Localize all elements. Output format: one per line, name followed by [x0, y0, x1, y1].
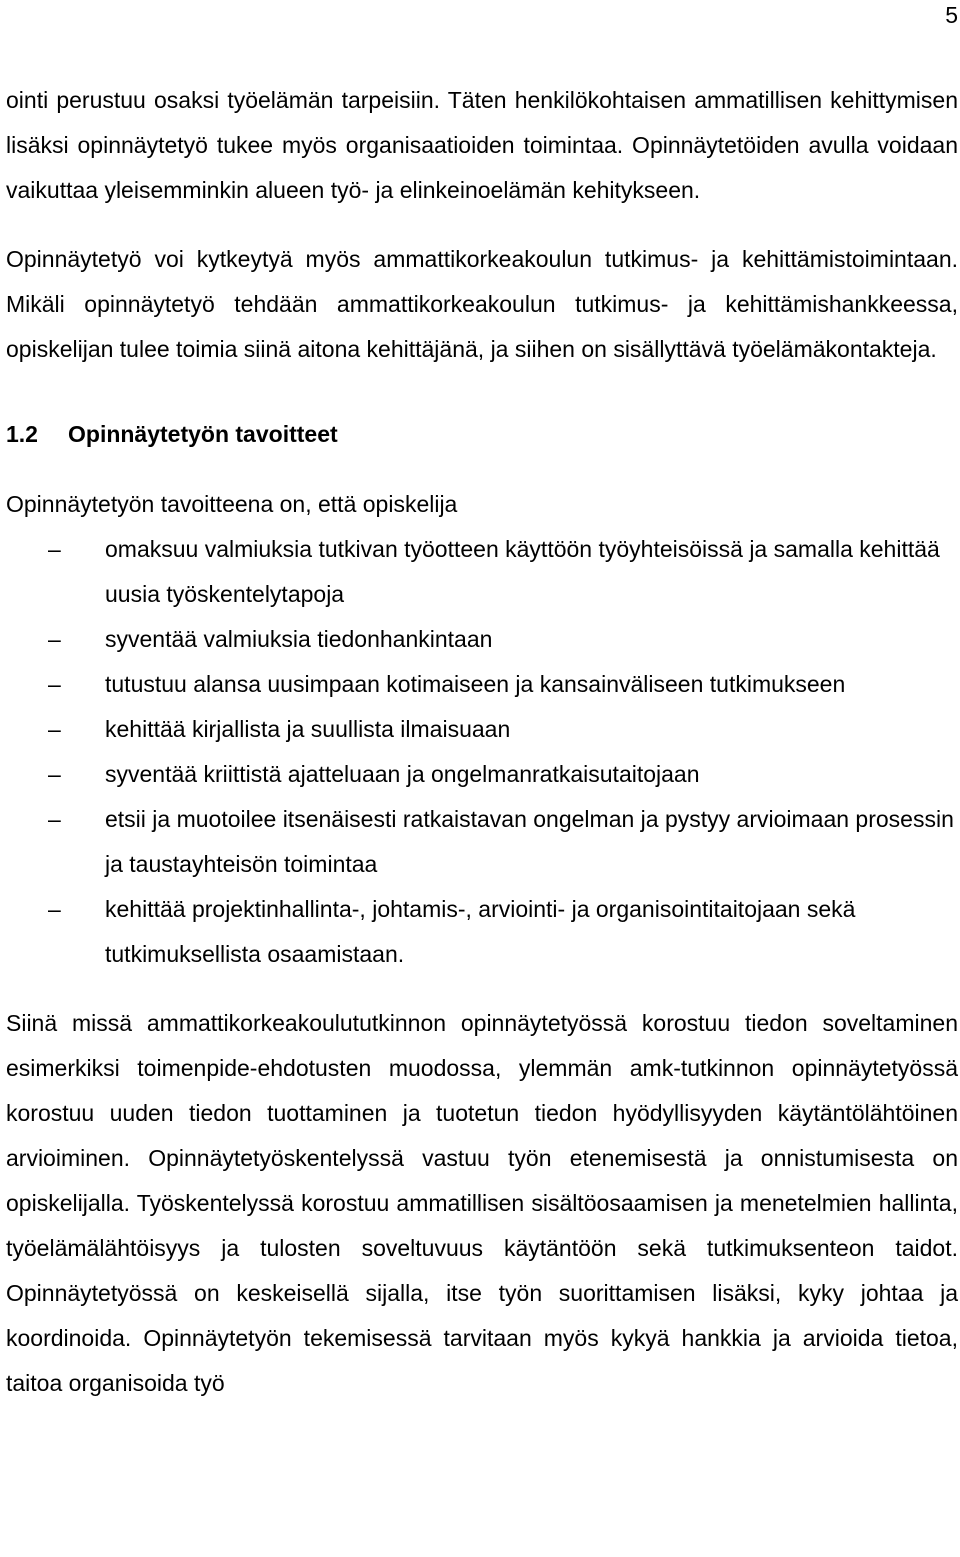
dash-bullet: – [48, 626, 61, 652]
list-item: – syventää kriittistä ajatteluaan ja ongelmanratkaisutaitojaan [6, 752, 958, 797]
section-title: Opinnäytetyön tavoitteet [68, 421, 338, 447]
dash-bullet: – [48, 761, 61, 787]
paragraph-degree-comparison: Siinä missä ammattikorkeakoulututkinnon opinnäytetyössä korostuu tiedon soveltaminen esimerkiksi toimenpide-ehdotusten muodossa, ylemmän amk-tutkinnon opinnäytetyössä korostuu uuden tiedon tuottaminen ja tuotetun tiedon hyödyllisyyden käytäntölähtöinen arvioiminen. Opinnäytetyöskentelyssä vastuu työn etenemisestä ja onnistumisesta on opiskelijalla. Työskentelyssä korostuu ammatillisen sisältöosaamisen ja menetelmien hallinta, työelämälähtöisyys ja tulosten soveltuvuus käytäntöön sekä tutkimuksenteon taidot. Opinnäytetyössä on keskeisellä sijalla, itse työn suorittamisen lisäksi, kyky johtaa ja koordinoida. Opinnäytetyön tekemisessä tarvitaan myös kykyä hankkia ja arvioida tietoa, taitoa organisoida työ [6, 1010, 958, 1396]
dash-bullet: – [48, 536, 61, 562]
paragraph-intro-context: ointi perustuu osaksi työelämän tarpeisiin. Täten henkilökohtaisen ammatillisen kehittymisen lisäksi opinnäytetyö tukee myös organisaatioiden toimintaa. Opinnäytetöiden avulla voidaan vaikuttaa yleisemminkin alueen työ- ja elinkeinoelämän kehitykseen. [6, 87, 958, 203]
dash-bullet: – [48, 806, 61, 832]
goals-intro: Opinnäytetyön tavoitteena on, että opiskelija [6, 491, 458, 517]
paragraph-research-link: Opinnäytetyö voi kytkeytyä myös ammattikorkeakoulun tutkimus- ja kehittämistoimintaan. Mikäli opinnäytetyö tehdään ammattikorkeakoulun tutkimus- ja kehittämishankkeessa, opiskelijan tulee toimia siinä aitona kehittäjänä, ja siihen on sisällyttävä työelämäkontakteja. [6, 246, 958, 362]
list-item: – syventää valmiuksia tiedonhankintaan [6, 617, 958, 662]
list-item: – omaksuu valmiuksia tutkivan työotteen käyttöön työyhteisöissä ja samalla kehittää uusia työskentelytapoja [6, 527, 958, 617]
list-item: – kehittää kirjallista ja suullista ilmaisuaan [6, 707, 958, 752]
dash-bullet: – [48, 896, 61, 922]
list-item: – tutustuu alansa uusimpaan kotimaiseen ja kansainväliseen tutkimukseen [6, 662, 958, 707]
dash-bullet: – [48, 671, 61, 697]
document-body [6, 78, 958, 1406]
section-number: 1.2 [6, 421, 38, 447]
list-item: – kehittää projektinhallinta-, johtamis-, arviointi- ja organisointitaitojaan sekä tutkimuksellista osaamistaan. [6, 887, 958, 977]
goals-list [6, 527, 958, 977]
section-heading [6, 412, 958, 457]
dash-bullet: – [48, 716, 61, 742]
list-item: – etsii ja muotoilee itsenäisesti ratkaistavan ongelman ja pystyy arvioimaan prosessin ja taustayhteisön toimintaa [6, 797, 958, 887]
page-number: 5 [945, 2, 958, 28]
